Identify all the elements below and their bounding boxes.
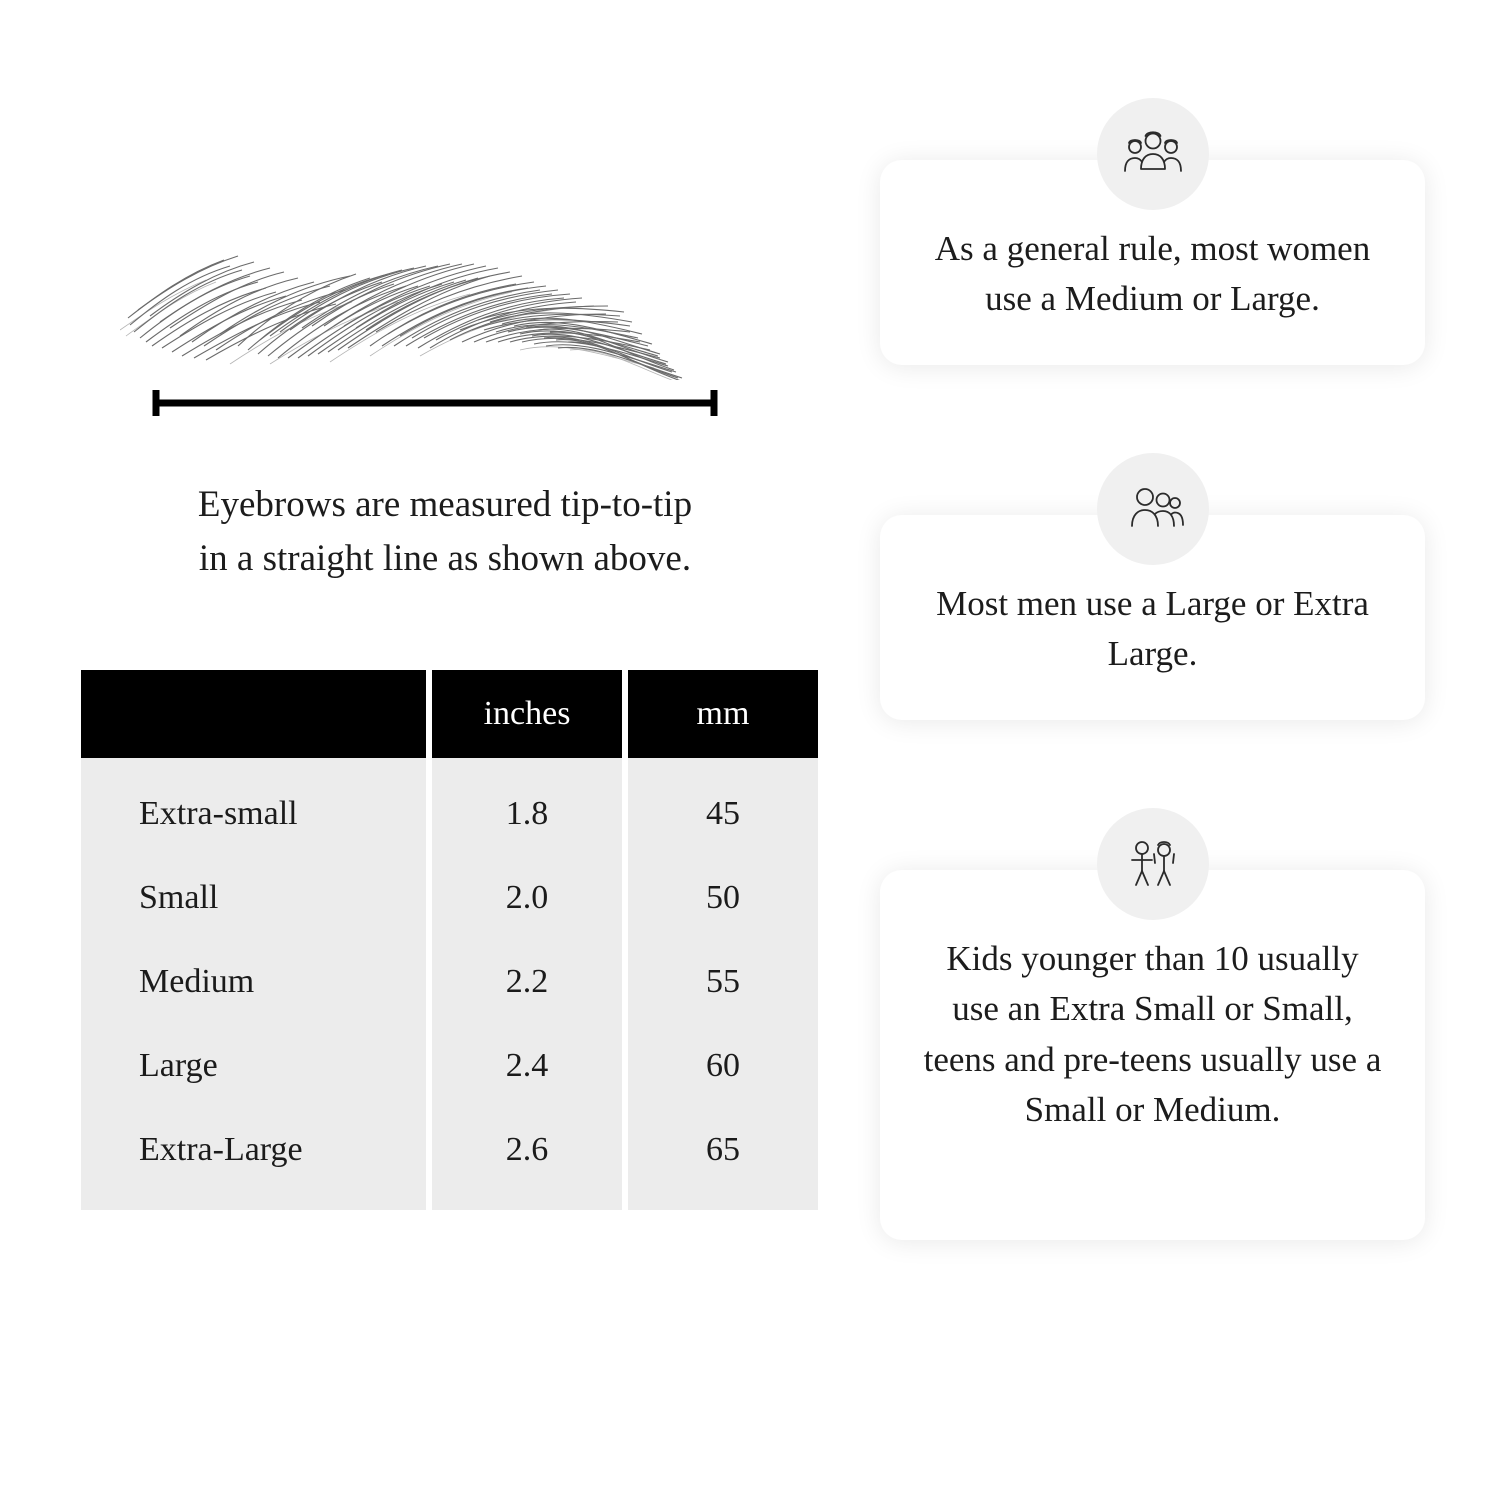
cell-mm: 45 — [628, 758, 818, 856]
men-group-icon — [1097, 453, 1209, 565]
note-text: As a general rule, most women use a Medium or Large. — [934, 229, 1371, 318]
women-group-icon — [1097, 98, 1209, 210]
note-card-women — [880, 160, 1425, 365]
column-header-size — [81, 670, 426, 758]
kids-icon — [1097, 808, 1209, 920]
note-card-kids — [880, 870, 1425, 1240]
cell-size-name: Large — [81, 1024, 426, 1108]
table-row — [81, 758, 818, 856]
cell-inches: 2.4 — [432, 1024, 622, 1108]
column-header-mm: mm — [628, 670, 818, 758]
caption-line-1: Eyebrows are measured tip-to-tip — [197, 484, 693, 525]
kids-glyph — [1124, 837, 1182, 891]
note-text: Kids younger than 10 usually use an Extra Small or Small, teens and pre-teens usually use a Small or Medium. — [923, 939, 1382, 1130]
table-row — [81, 1108, 818, 1210]
cell-inches: 1.8 — [432, 758, 622, 856]
note-card-men — [880, 515, 1425, 720]
cell-mm: 65 — [628, 1108, 818, 1210]
women-group-glyph — [1122, 128, 1184, 180]
cell-size-name: Extra-Large — [81, 1108, 426, 1210]
cell-size-name: Small — [81, 856, 426, 940]
tip-to-tip-ruler-icon — [150, 388, 720, 418]
table-row — [81, 940, 818, 1024]
men-group-glyph — [1122, 483, 1184, 535]
table-header-row — [81, 670, 818, 758]
cell-size-name: Extra-small — [81, 758, 426, 856]
cell-mm: 55 — [628, 940, 818, 1024]
table-body — [81, 758, 818, 1210]
cell-inches: 2.6 — [432, 1108, 622, 1210]
cell-inches: 2.0 — [432, 856, 622, 940]
table-row — [81, 1024, 818, 1108]
left-column — [75, 150, 805, 1210]
table-header — [81, 670, 818, 758]
cell-mm: 50 — [628, 856, 818, 940]
note-text: Most men use a Large or Extra Large. — [936, 584, 1369, 673]
cell-inches: 2.2 — [432, 940, 622, 1024]
eyebrow-illustration — [120, 150, 740, 380]
table-row — [81, 856, 818, 940]
cell-size-name: Medium — [81, 940, 426, 1024]
column-header-inches: inches — [432, 670, 622, 758]
caption-line-2: in a straight line as shown above. — [198, 537, 692, 579]
measurement-caption — [135, 478, 755, 585]
cell-mm: 60 — [628, 1024, 818, 1108]
size-chart-table — [75, 670, 824, 1210]
eyebrow-hairs-graphic — [120, 150, 740, 380]
right-column — [880, 160, 1425, 1240]
measurement-line — [150, 388, 720, 418]
